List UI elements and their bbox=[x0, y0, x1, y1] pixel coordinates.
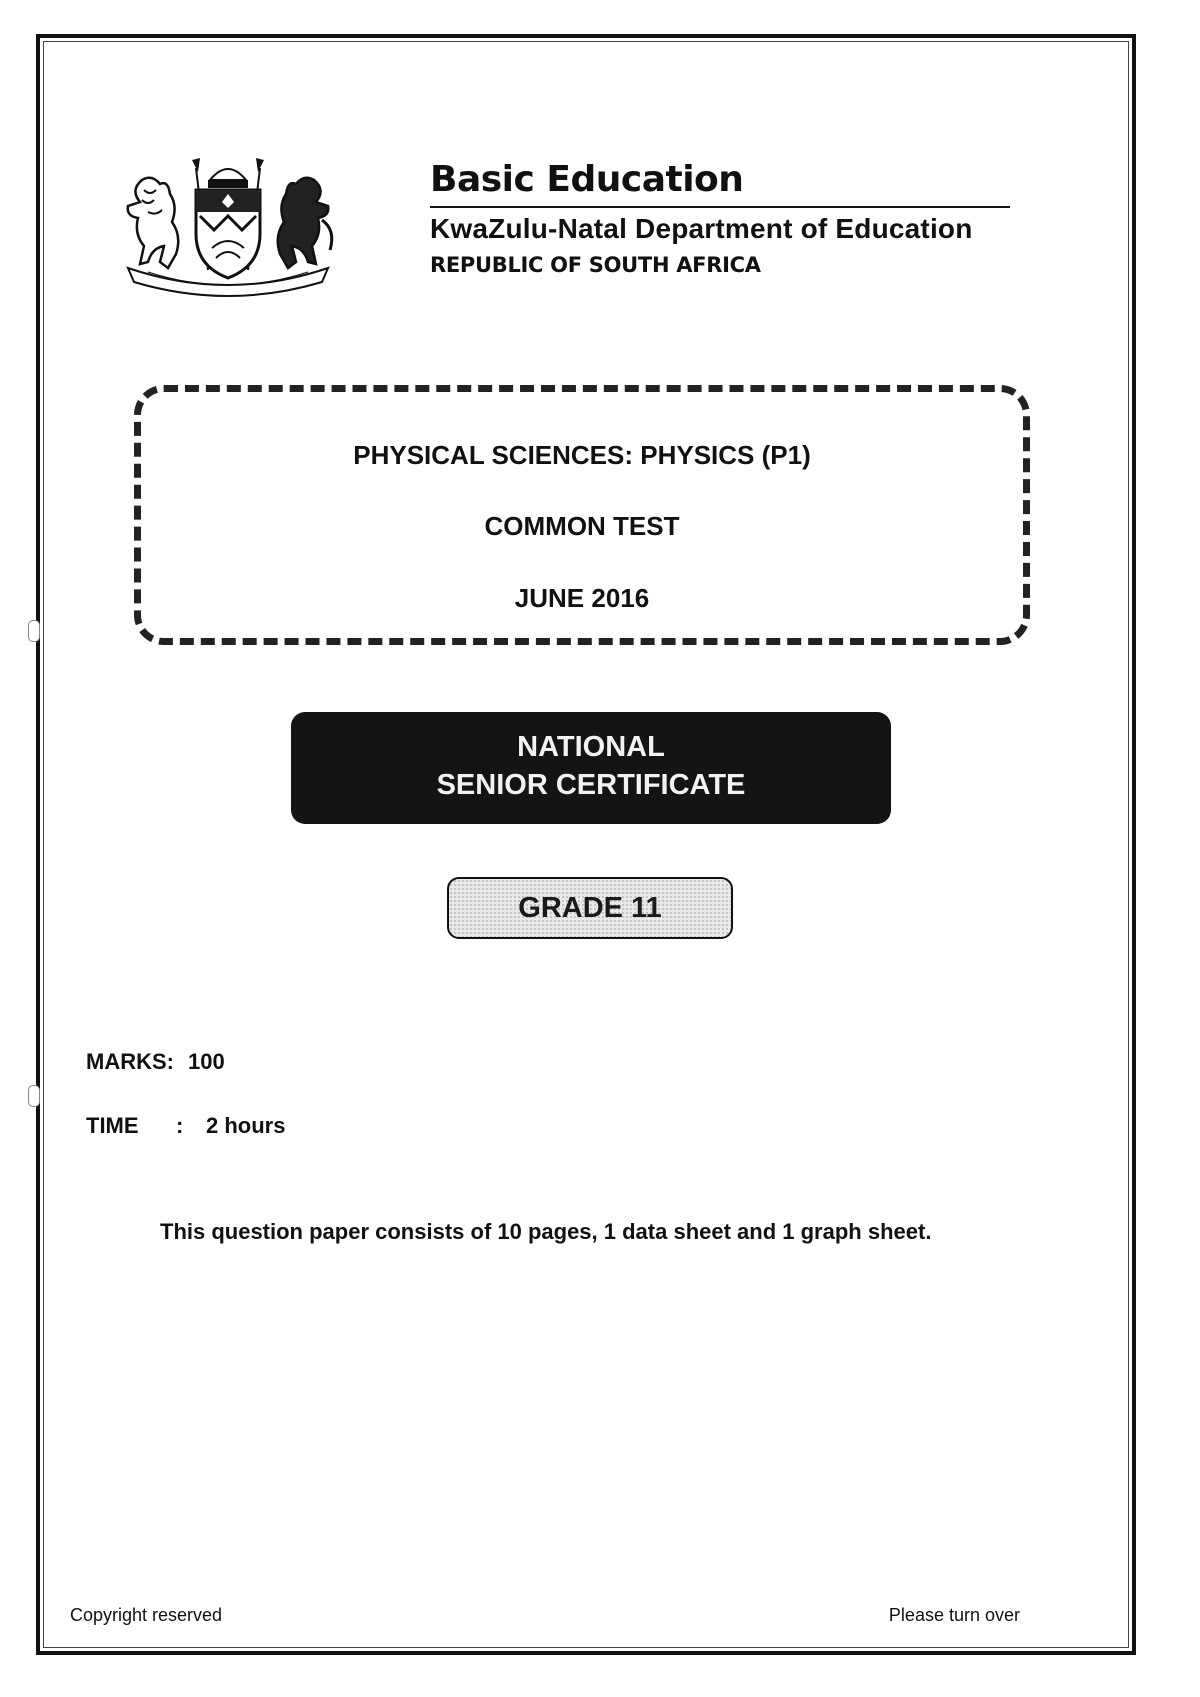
test-type: COMMON TEST bbox=[484, 511, 680, 541]
time-label: TIME bbox=[86, 1113, 139, 1138]
grade-badge: GRADE 11 bbox=[447, 877, 733, 939]
subject-title: PHYSICAL SCIENCES: PHYSICS (P1) bbox=[353, 440, 811, 470]
test-date: JUNE 2016 bbox=[514, 583, 650, 613]
header bbox=[430, 158, 1010, 280]
marks-label: MARKS: bbox=[86, 1049, 174, 1074]
header-country: REPUBLIC OF SOUTH AFRICA bbox=[430, 253, 761, 277]
footer-copyright: Copyright reserved bbox=[70, 1605, 223, 1625]
page-count-note: This question paper consists of 10 pages, 1 data sheet and 1 graph sheet. bbox=[160, 1219, 932, 1244]
coat-of-arms-icon bbox=[108, 150, 348, 300]
time-row bbox=[86, 1112, 285, 1140]
time-value: 2 hours bbox=[206, 1113, 286, 1138]
binding-hole-icon bbox=[28, 1085, 40, 1107]
footer-turn-over: Please turn over bbox=[888, 1605, 1020, 1625]
marks-value: 100 bbox=[188, 1049, 225, 1074]
binding-hole-icon bbox=[28, 620, 40, 642]
certificate-banner bbox=[291, 712, 891, 824]
certificate-line-2: SENIOR CERTIFICATE bbox=[436, 769, 746, 801]
subject-box bbox=[134, 385, 1030, 645]
marks-row bbox=[86, 1048, 225, 1076]
certificate-line-1: NATIONAL bbox=[517, 731, 665, 763]
header-title: Basic Education bbox=[430, 158, 1010, 208]
header-department: KwaZulu-Natal Department of Education bbox=[430, 213, 973, 244]
time-separator: : bbox=[176, 1113, 184, 1138]
